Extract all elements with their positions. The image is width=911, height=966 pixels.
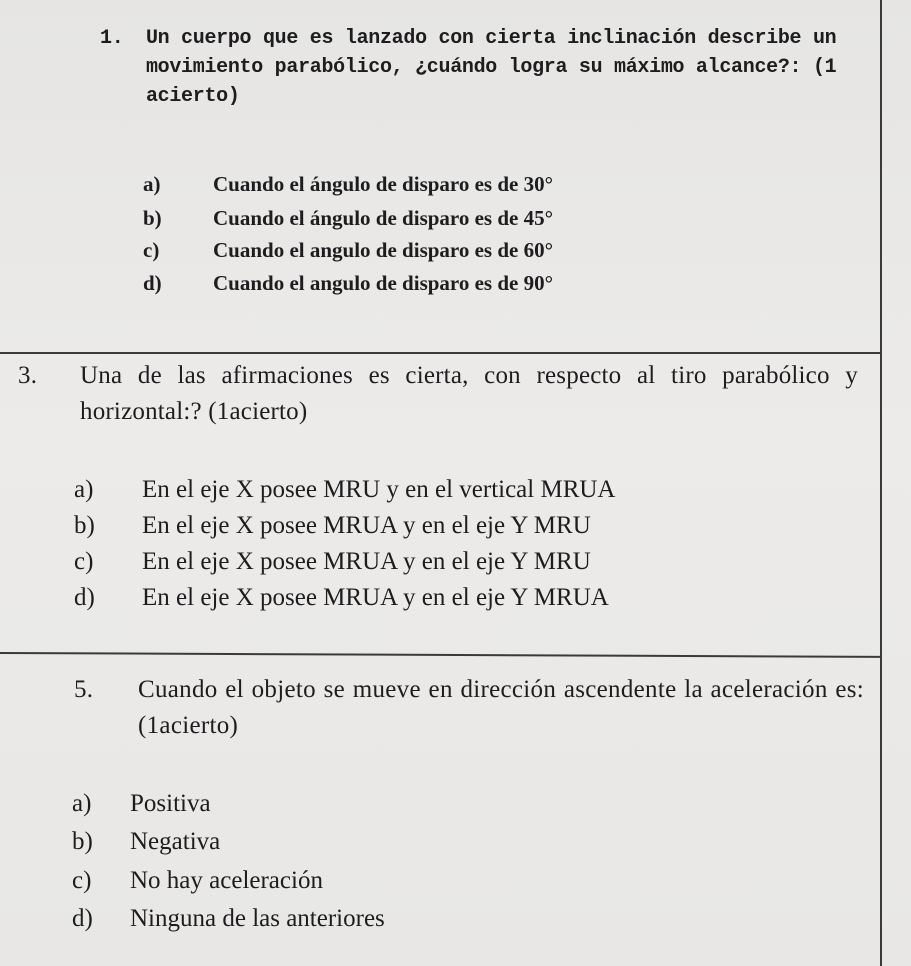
question-3-number: 3. bbox=[18, 362, 38, 389]
option-letter: d) bbox=[72, 905, 93, 932]
question-3-text: Una de las afirmaciones es cierta, con respecto al tiro parabólico y horizontal:? (1acierto) bbox=[80, 362, 858, 425]
option-text: Ninguna de las anteriores bbox=[130, 905, 385, 932]
question-5-option-a bbox=[72, 790, 211, 818]
question-5-number: 5. bbox=[74, 676, 94, 703]
divider-q1-q3 bbox=[0, 352, 880, 354]
option-letter: d) bbox=[143, 271, 162, 295]
question-3-option-c bbox=[74, 548, 591, 576]
question-5-text: Cuando el objeto se mueve en dirección ascendente la aceleración es: (1acierto) bbox=[138, 676, 864, 739]
question-1-option-a bbox=[143, 172, 553, 197]
divider-q3-q5 bbox=[0, 652, 880, 658]
option-text: Cuando el ángulo de disparo es de 45° bbox=[213, 206, 553, 230]
option-letter: b) bbox=[74, 512, 95, 539]
option-text: Cuando el ángulo de disparo es de 30° bbox=[213, 172, 553, 196]
question-5-option-d bbox=[72, 905, 385, 933]
option-letter: b) bbox=[143, 206, 162, 230]
question-3-option-a bbox=[74, 476, 616, 504]
option-text: No hay aceleración bbox=[130, 867, 323, 894]
question-1-option-d bbox=[143, 271, 553, 296]
question-1-option-c bbox=[143, 238, 553, 263]
question-1-number: 1. bbox=[100, 27, 124, 50]
question-1-option-b bbox=[143, 206, 553, 231]
option-text: Positiva bbox=[130, 790, 211, 817]
question-3 bbox=[18, 358, 858, 430]
option-letter: a) bbox=[74, 476, 94, 503]
option-letter: c) bbox=[143, 238, 160, 262]
question-3-option-b bbox=[74, 512, 591, 540]
option-letter: d) bbox=[74, 584, 95, 611]
option-letter: c) bbox=[72, 867, 92, 894]
question-1-text: Un cuerpo que es lanzado con cierta inclinación describe un movimiento parabólico, ¿cuándo logra su máximo alcance?: (1 acierto) bbox=[145, 27, 837, 108]
option-text: Cuando el angulo de disparo es de 60° bbox=[213, 238, 553, 262]
question-1 bbox=[100, 24, 875, 111]
question-3-option-d bbox=[74, 584, 609, 612]
option-text: Cuando el angulo de disparo es de 90° bbox=[213, 271, 553, 295]
option-letter: a) bbox=[72, 790, 92, 817]
option-text: En el eje X posee MRUA y en el eje Y MRU bbox=[142, 548, 591, 575]
option-text: Negativa bbox=[130, 828, 221, 855]
option-letter: b) bbox=[72, 828, 93, 855]
question-5 bbox=[74, 672, 864, 744]
option-letter: a) bbox=[143, 172, 161, 196]
option-text: En el eje X posee MRUA y en el eje Y MRU bbox=[142, 512, 591, 539]
question-5-option-c bbox=[72, 867, 323, 895]
question-5-option-b bbox=[72, 828, 220, 856]
table-vertical-border bbox=[880, 0, 882, 966]
option-text: En el eje X posee MRUA y en el eje Y MRUA bbox=[142, 584, 609, 611]
option-text: En el eje X posee MRU y en el vertical MRUA bbox=[142, 476, 616, 503]
option-letter: c) bbox=[74, 548, 94, 575]
